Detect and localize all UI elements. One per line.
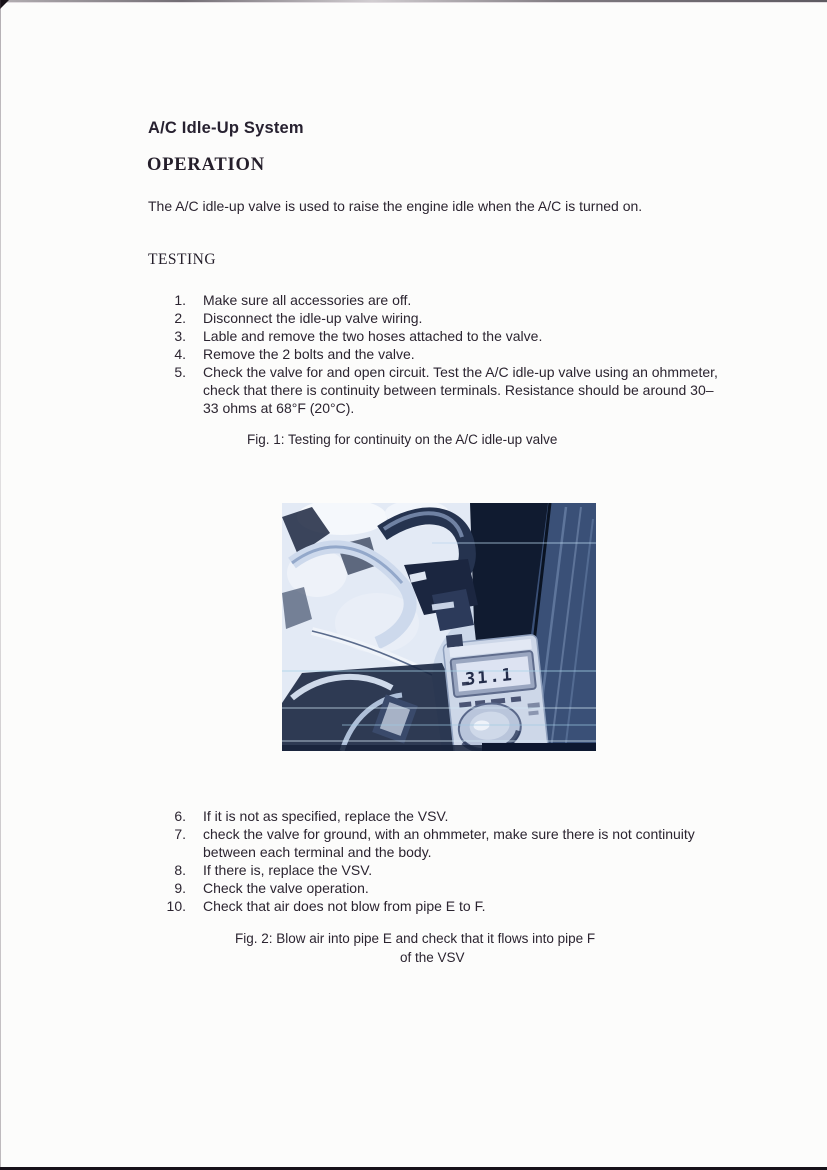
step-text: If there is, replace the VSV. <box>203 862 373 878</box>
step-6 <box>148 807 748 825</box>
testing-heading: TESTING <box>148 251 217 268</box>
scan-corner-artifact <box>0 0 9 9</box>
step-1 <box>148 291 748 309</box>
figure1-photo <box>282 503 596 751</box>
figure2-caption-line2: of the VSV <box>400 950 465 965</box>
figure2-caption-line1: Fig. 2: Blow air into pipe E and check that it flows into pipe F <box>235 931 596 946</box>
step-4 <box>148 345 748 363</box>
step-number: 7. <box>174 826 186 842</box>
testing-steps-6-10 <box>148 807 748 915</box>
testing-steps-1-5 <box>148 291 748 417</box>
step-text: Check the valve for and open circuit. Test the A/C idle-up valve using an ohmmeter, check that there is continuity between terminals. Resistance should be around 30–33 ohms at 68°F (20°C). <box>203 364 718 416</box>
step-text: Lable and remove the two hoses attached to the valve. <box>203 328 543 344</box>
step-number: 6. <box>174 808 186 824</box>
multimeter-lcd <box>450 651 536 697</box>
step-text: check the valve for ground, with an ohmmeter, make sure there is not continuity between each terminal and the body. <box>203 826 695 860</box>
operation-body: The A/C idle-up valve is used to raise the engine idle when the A/C is turned on. <box>148 198 643 214</box>
step-number: 5. <box>174 364 186 380</box>
multimeter <box>442 626 548 751</box>
engine-bay-photo-art <box>282 503 596 751</box>
operation-heading: OPERATION <box>147 155 265 175</box>
step-number: 2. <box>174 310 186 326</box>
step-7 <box>148 825 748 861</box>
step-5 <box>148 363 748 417</box>
multimeter-reading: 31.1 <box>464 664 515 690</box>
step-10 <box>148 897 748 915</box>
figure1-caption: Fig. 1: Testing for continuity on the A/C idle-up valve <box>247 432 558 447</box>
step-2 <box>148 309 748 327</box>
step-number: 8. <box>174 862 186 878</box>
step-9 <box>148 879 748 897</box>
step-number: 1. <box>174 292 186 308</box>
step-3 <box>148 327 748 345</box>
step-number: 4. <box>174 346 186 362</box>
scan-edge-top-faint <box>0 2 827 3</box>
step-text: Disconnect the idle-up valve wiring. <box>203 310 423 326</box>
step-text: Check that air does not blow from pipe E to F. <box>203 898 486 914</box>
scan-edge-left <box>0 0 1 1170</box>
step-text: If it is not as specified, replace the VSV. <box>203 808 449 824</box>
step-text: Remove the 2 bolts and the valve. <box>203 346 415 362</box>
step-text: Check the valve operation. <box>203 880 369 896</box>
step-8 <box>148 861 748 879</box>
step-number: 9. <box>174 880 186 896</box>
step-number: 10. <box>166 898 186 914</box>
step-text: Make sure all accessories are off. <box>203 292 412 308</box>
step-number: 3. <box>174 328 186 344</box>
page-title: A/C Idle-Up System <box>148 119 304 137</box>
